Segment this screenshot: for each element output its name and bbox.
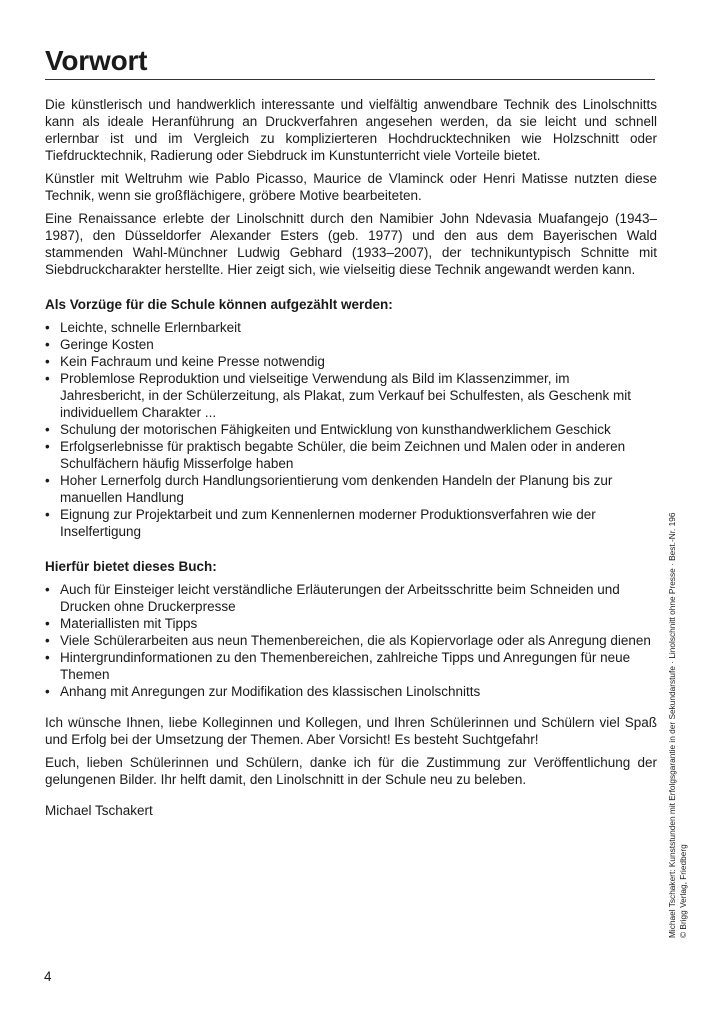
- advantages-heading: Als Vorzüge für die Schule können aufgezählt werden:: [45, 297, 393, 312]
- list-item: • Materiallisten mit Tipps: [45, 615, 657, 632]
- list-item: • Schulung der motorischen Fähigkeiten und Entwicklung von kunsthandwerklichem Geschick: [45, 421, 657, 438]
- list-item: • Geringe Kosten: [45, 336, 657, 353]
- advantages-list: [45, 319, 657, 540]
- intro-paragraph: Eine Renaissance erlebte der Linolschnitt durch den Namibier John Ndevasia Muafangejo (1943–1987), den Düsseldorfer Alexander Esters (geb. 1977) und den aus dem Bayerischen Wald stammenden Wahl-Münchner Ludwig Gebhard (1933–2007), der technikuntypisch Schnitte mit Siebdruckcharakter herstellte. Hier zeigt sich, wie vielseitig diese Technik angewandt werden kann.: [45, 211, 657, 277]
- list-item: • Erfolgserlebnisse für praktisch begabte Schüler, die beim Zeichnen und Malen oder in anderen Schulfächern häufig Misserfolge haben: [45, 438, 657, 472]
- section-spacer: [45, 700, 657, 714]
- side-credit-line: Michael Tschakert: Kunststunden mit Erfolgsgarantie in der Sekundarstufe · Linolschnitt ohne Presse · Best.-Nr. 196: [667, 512, 677, 938]
- page-content: [45, 96, 657, 825]
- list-item: • Hintergrundinformationen zu den Themenbereichen, zahlreiche Tipps und Anregungen für neue Themen: [45, 649, 657, 683]
- author-signature: Michael Tschakert: [45, 803, 153, 818]
- list-item: • Eignung zur Projektarbeit und zum Kennenlernen moderner Produktionsverfahren wie der Inselfertigung: [45, 506, 657, 540]
- closing-paragraph: Ich wünsche Ihnen, liebe Kolleginnen und Kollegen, und Ihren Schülerinnen und Schülern viel Spaß und Erfolg bei der Umsetzung der Themen. Aber Vorsicht! Es besteht Suchtgefahr!: [45, 715, 657, 747]
- list-item: • Anhang mit Anregungen zur Modifikation des klassischen Linolschnitts: [45, 683, 657, 700]
- list-item: • Hoher Lernerfolg durch Handlungsorientierung vom denkenden Handeln der Planung bis zur manuellen Handlung: [45, 472, 657, 506]
- book-heading: Hierfür bietet dieses Buch:: [45, 559, 217, 574]
- intro-paragraph: Künstler mit Weltruhm wie Pablo Picasso, Maurice de Vlaminck oder Henri Matisse nutzten diese Technik, wenn sie großflächigere, gröbere Motive bearbeiteten.: [45, 171, 657, 203]
- copyright-line: © Brigg Verlag, Friedberg: [677, 844, 688, 938]
- page-number: 4: [44, 969, 52, 984]
- intro-paragraph: Die künstlerisch und handwerklich interessante und vielfältig anwendbare Technik des Linolschnitts kann als ideale Heranführung an Druckverfahren angesehen werden, da sie leicht und schnell erlernbar ist und im Vergleich zu komplizierteren Hochdrucktechniken wie Holzschnitt oder Tiefdrucktechnik, Radierung oder Siebdruck im Kunstunterricht viele Vorteile bietet.: [45, 97, 657, 163]
- page-title: Vorwort: [45, 44, 655, 80]
- list-item: • Viele Schülerarbeiten aus neun Themenbereichen, die als Kopiervorlage oder als Anregung dienen: [45, 632, 657, 649]
- list-item: • Kein Fachraum und keine Presse notwendig: [45, 353, 657, 370]
- list-item: • Auch für Einsteiger leicht verständliche Erläuterungen der Arbeitsschritte beim Schneiden und Drucken ohne Druckerpresse: [45, 581, 657, 615]
- side-credit: [667, 512, 688, 938]
- closing-paragraph: Euch, lieben Schülerinnen und Schülern, danke ich für die Zustimmung zur Veröffentlichung der gelungenen Bilder. Ihr helft damit, den Linolschnitt in der Schule neu zu beleben.: [45, 755, 657, 787]
- book-list: [45, 581, 657, 700]
- list-item: • Problemlose Reproduktion und vielseitige Verwendung als Bild im Klassenzimmer, im Jahresbericht, in der Schülerzeitung, als Plakat, zum Verkauf bei Schulfesten, als Geschenk mit individuellem Charakter ...: [45, 370, 657, 421]
- list-item: • Leichte, schnelle Erlernbarkeit: [45, 319, 657, 336]
